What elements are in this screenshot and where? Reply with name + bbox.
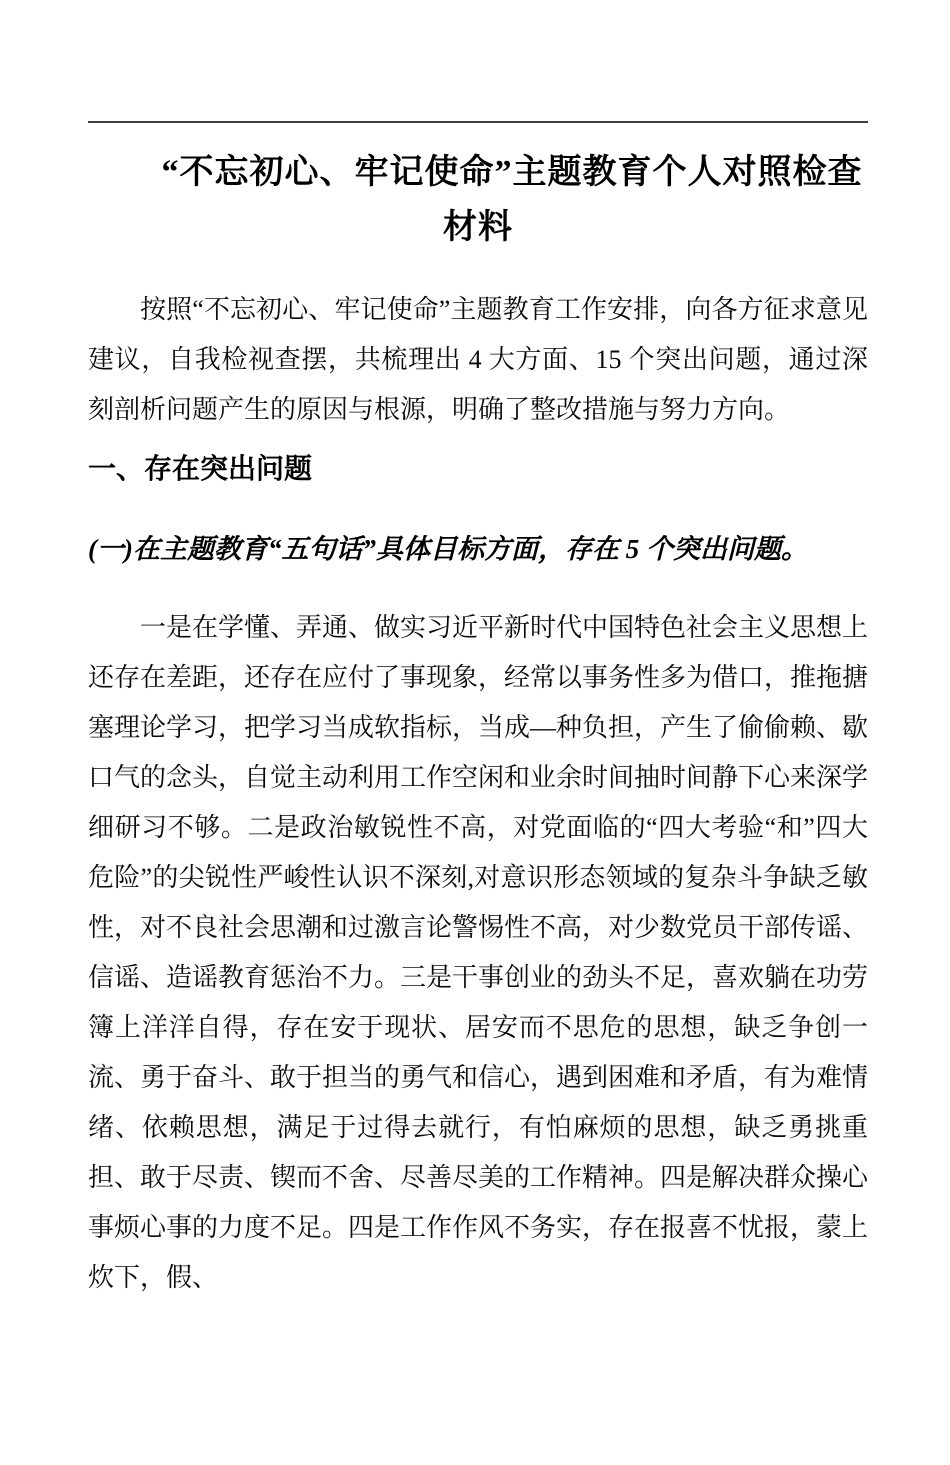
section-heading: 一、存在突出问题 [88, 453, 313, 484]
document-title: “不忘初心、牢记使命”主题教育个人对照检查材料 [161, 154, 863, 246]
subsection-heading: (一)在主题教育“五句话”具体目标方面，存在 5 个突出问题。 [88, 534, 808, 564]
header-separator-rule [88, 121, 868, 123]
document-page [0, 121, 950, 1465]
body-paragraph: 一是在学懂、弄通、做实习近平新时代中国特色社会主义思想上还存在差距，还存在应付了事现象，经常以事务性多为借口，推拖搪塞理论学习，把学习当成软指标，当成—种负担，产生了偷偷赖、歇口气的念头，自觉主动利用工作空闲和业余时间抽时间静下心来深学细研习不够。二是政治敏锐性不高，对党面临的“四大考验“和”四大危险”的尖锐性严峻性认识不深刻,对意识形态领域的复杂斗争缺乏敏性，对不良社会思潮和过激言论警惕性不高，对少数党员干部传谣、信谣、造谣教育惩治不力。三是干事创业的劲头不足，喜欢躺在功劳簿上洋洋自得，存在安于现状、居安而不思危的思想，缺乏争创一流、勇于奋斗、敢于担当的勇气和信心，遇到困难和矛盾，有为难情绪、依赖思想，满足于过得去就行，有怕麻烦的思想，缺乏勇挑重担、敢于尽责、锲而不舍、尽善尽美的工作精神。四是解决群众操心事烦心事的力度不足。四是工作作风不务实，存在报喜不忧报，蒙上炊下，假、 [88, 613, 869, 1292]
intro-paragraph: 按照“不忘初心、牢记使命”主题教育工作安排，向各方征求意见建议，自我检视查摆，共梳理出 4 大方面、15 个突出问题，通过深刻剖析问题产生的原因与根源，明确了整改措施与努力方向。 [88, 295, 868, 424]
